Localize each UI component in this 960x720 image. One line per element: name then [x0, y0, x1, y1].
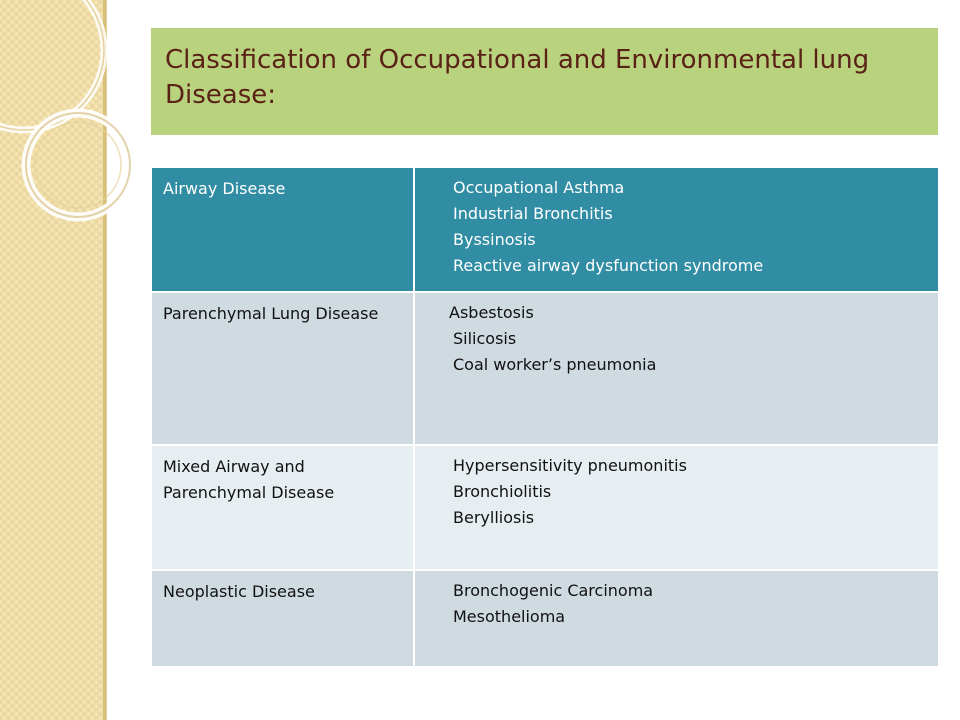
category-label: Airway Disease [163, 179, 286, 198]
table-row [152, 445, 938, 570]
decor-ring-small-inner [35, 122, 121, 208]
disease-list-cell [414, 168, 938, 292]
category-label: Mixed Airway and Parenchymal Disease [163, 457, 335, 502]
title-band [151, 28, 938, 135]
disease-list-cell [414, 445, 938, 570]
category-cell [152, 570, 414, 667]
table-row [152, 168, 938, 292]
disease-item: Occupational Asthma [453, 178, 625, 197]
disease-item: Silicosis [453, 329, 517, 348]
disease-item: Hypersensitivity pneumonitis [453, 456, 687, 475]
disease-item: Asbestosis [449, 303, 534, 322]
table-row [152, 292, 938, 445]
disease-item: Industrial Bronchitis [453, 204, 613, 223]
disease-item: Byssinosis [453, 230, 536, 249]
disease-item: Mesothelioma [453, 607, 566, 626]
disease-item: Reactive airway dysfunction syndrome [453, 256, 764, 275]
disease-item: Bronchogenic Carcinoma [453, 581, 654, 600]
disease-item: Coal worker’s pneumonia [453, 355, 657, 374]
disease-item: Berylliosis [453, 508, 535, 527]
disease-list-cell [414, 292, 938, 445]
category-cell [152, 445, 414, 570]
classification-table-wrapper [152, 168, 938, 668]
disease-list-cell [414, 570, 938, 667]
classification-table [152, 168, 938, 668]
category-cell [152, 292, 414, 445]
category-label: Neoplastic Disease [163, 582, 315, 601]
category-label: Parenchymal Lung Disease [163, 304, 379, 323]
disease-item: Bronchiolitis [453, 482, 552, 501]
slide-title: Classification of Occupational and Environmental lung Disease: [165, 45, 870, 110]
table-row [152, 570, 938, 667]
decor-ring-small-outline [26, 113, 130, 217]
category-cell [152, 168, 414, 292]
decorative-rings [0, 0, 160, 260]
